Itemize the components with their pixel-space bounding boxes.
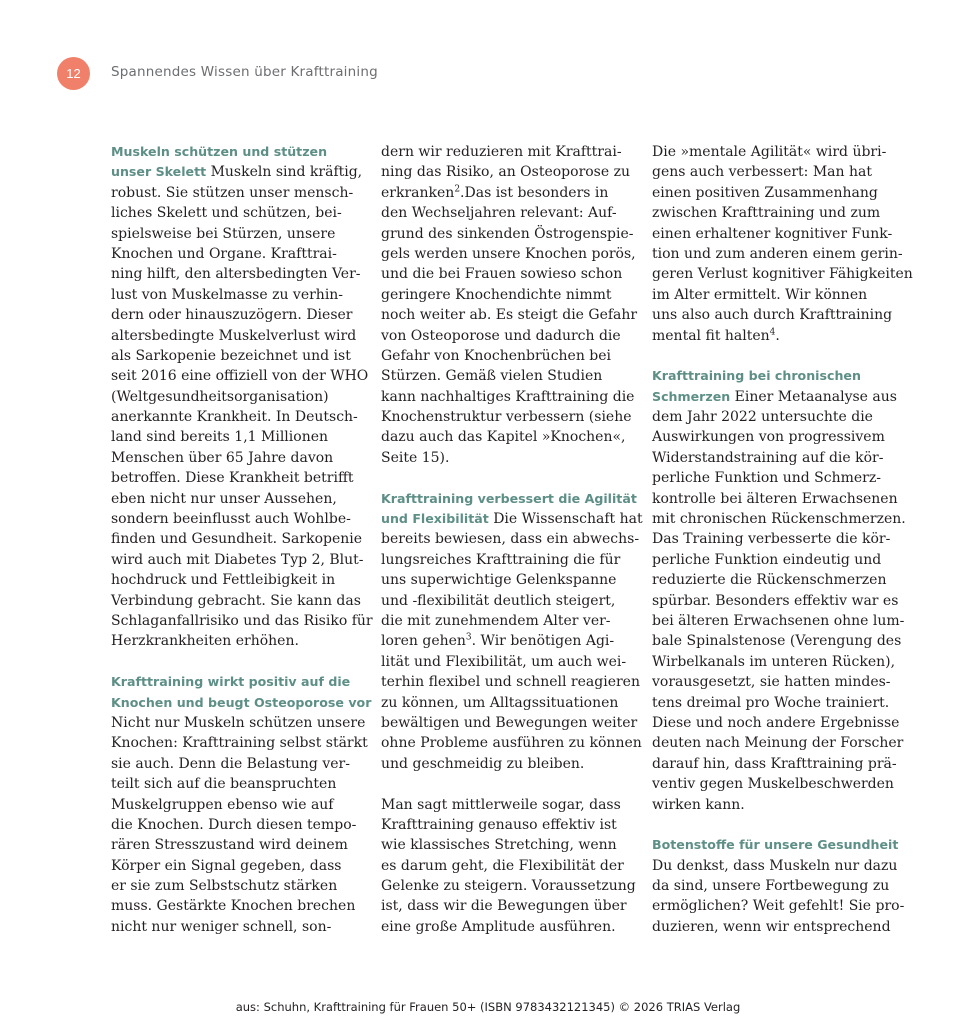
body-text: ermöglichen? Weit gefehlt! Sie pro- [652, 898, 905, 915]
body-text: und -flexibilität deutlich steigert, [381, 592, 616, 609]
body-text: spürbar. Besonders effektiv war es [652, 592, 899, 609]
text-line [381, 509, 643, 529]
body-text: sie auch. Denn die Belastung ver- [111, 755, 350, 772]
body-text: kontrolle bei älteren Erwachsenen [652, 490, 898, 507]
text-line [381, 611, 629, 631]
text-line [381, 733, 642, 753]
text-line [111, 509, 359, 529]
paragraph-gap [381, 468, 629, 488]
text-line [111, 489, 359, 509]
text-line [381, 224, 634, 244]
text-line [652, 652, 900, 672]
body-text: grund des sinkenden Östrogenspie- [381, 225, 634, 242]
text-line [381, 305, 638, 325]
body-text: einen erhaltener kognitiver Funk- [652, 225, 893, 242]
body-text: Menschen über 65 Jahre davon [111, 449, 334, 466]
text-line [111, 713, 366, 733]
text-line [652, 856, 900, 876]
text-line [111, 693, 372, 713]
body-text: Stürzen. Gemäß vielen Studien [381, 368, 603, 385]
text-line [381, 917, 629, 937]
text-line [111, 611, 373, 631]
body-text: lität und Flexibilität, um auch wei- [381, 653, 627, 670]
text-line [381, 162, 629, 182]
text-line [652, 896, 905, 916]
body-text: nicht nur weniger schnell, son- [111, 918, 332, 935]
running-title: Spannendes Wissen über Krafttraining [111, 64, 378, 80]
body-text: anerkannte Krankheit. In Deutsch- [111, 409, 358, 426]
text-line [381, 652, 629, 672]
text-line [111, 672, 359, 692]
body-text: hochdruck und Fettleibigkeit in [111, 572, 336, 589]
body-text: .Das ist besonders in [460, 184, 609, 201]
body-text: altersbedingte Muskelverlust wird [111, 327, 357, 344]
body-text: Verbindung gebracht. Sie kann das [111, 592, 361, 609]
body-text: kann nachhaltiges Krafttraining die [381, 388, 635, 405]
body-text: betroffen. Diese Krankheit betrifft [111, 470, 354, 487]
text-line [381, 815, 629, 835]
body-text: bereits bewiesen, dass ein abwechs- [381, 531, 640, 548]
body-text: ist, dass wir die Bewegungen über [381, 898, 627, 915]
body-text: geren Verlust kognitiver Fähigkeiten [652, 266, 913, 283]
body-text: Körper ein Signal gegeben, dass [111, 857, 342, 874]
text-line [381, 591, 629, 611]
text-line [652, 591, 900, 611]
text-line [381, 244, 636, 264]
body-text: Herzkrankheiten erhöhen. [111, 633, 299, 650]
body-text: noch weiter ab. Es steigt die Gefahr [381, 307, 638, 324]
body-text: mental fit halten [652, 327, 770, 344]
text-line [111, 795, 359, 815]
text-line [652, 285, 900, 305]
text-line [111, 815, 359, 835]
body-text: darauf hin, dass Krafttraining prä- [652, 755, 897, 772]
body-text: ohne Probleme ausführen zu können [381, 735, 642, 752]
text-line [652, 162, 900, 182]
body-text: gels werden unsere Knochen porös, [381, 245, 636, 262]
text-line [381, 142, 629, 162]
text-line [652, 244, 903, 264]
text-line [652, 611, 905, 631]
text-line [381, 835, 629, 855]
body-text: dern wir reduzieren mit Krafttrai- [381, 144, 622, 160]
body-text: den Wechseljahren relevant: Auf- [381, 205, 617, 222]
body-text: wirken kann. [652, 796, 745, 813]
body-text: gens auch verbessert: Man hat [652, 164, 872, 181]
section-heading: Krafttraining wirkt positiv auf die [111, 674, 351, 690]
text-line [652, 224, 900, 244]
page-number-badge [57, 57, 90, 90]
text-line [111, 244, 359, 264]
body-text: land sind bereits 1,1 Millionen [111, 429, 329, 446]
text-line [652, 795, 900, 815]
body-text: Nicht nur Muskeln schützen unsere [111, 714, 366, 731]
text-line [652, 203, 900, 223]
text-line [652, 326, 900, 346]
text-line [111, 856, 359, 876]
text-line [111, 203, 359, 223]
text-line [111, 142, 359, 162]
text-line [381, 326, 629, 346]
body-text: erkranken [381, 184, 455, 201]
body-text: finden und Gesundheit. Sarkopenie [111, 531, 363, 548]
body-text: Schlaganfallrisiko und das Risiko für [111, 612, 373, 629]
text-line [652, 489, 900, 509]
body-text: als Sarkopenie bezeichnet und ist [111, 347, 351, 364]
source-footer: aus: Schuhn, Krafttraining für Frauen 50+ (ISBN 9783432121345) © 2026 TRIAS Verlag [235, 1000, 741, 1014]
body-text: lungsreiches Krafttraining die für [381, 551, 621, 568]
body-text: geringere Knochendichte nimmt [381, 286, 612, 303]
section-heading: Botenstoffe für unsere Gesundheit [652, 837, 899, 853]
text-line [111, 570, 359, 590]
text-line [111, 366, 369, 386]
text-line [652, 835, 900, 855]
text-line [652, 264, 913, 284]
text-line [652, 733, 904, 753]
text-line [381, 407, 632, 427]
text-line [381, 672, 640, 692]
text-line [652, 693, 900, 713]
body-text: Du denkst, dass Muskeln nur dazu [652, 857, 898, 874]
text-line [381, 856, 629, 876]
body-text: lust von Muskelmasse zu verhin- [111, 286, 344, 303]
text-line [381, 448, 629, 468]
text-line [381, 285, 629, 305]
text-line [111, 162, 363, 182]
text-line [652, 366, 900, 386]
section-heading: Krafttraining bei chronischen [652, 368, 861, 384]
text-line [111, 427, 359, 447]
text-column-1 [111, 142, 373, 937]
body-text: terhin flexibel und schnell reagieren [381, 674, 640, 691]
page-number: 12 [66, 66, 81, 81]
body-text: Das Training verbesserte die kör- [652, 531, 891, 548]
body-text: (Weltgesundheitsorganisation) [111, 388, 329, 405]
body-text: Knochen und Organe. Krafttrai- [111, 245, 337, 262]
text-line [381, 570, 629, 590]
text-line [111, 264, 359, 284]
body-text: die mit zunehmendem Alter ver- [381, 612, 611, 629]
text-line [381, 387, 635, 407]
body-text: mit chronischen Rückenschmerzen. [652, 511, 906, 528]
footnote-ref: 4 [769, 326, 776, 337]
text-line [111, 346, 359, 366]
body-text: dem Jahr 2022 untersuchte die [652, 409, 873, 426]
text-line [111, 224, 359, 244]
footnote-ref: 3 [465, 632, 472, 643]
text-line [381, 631, 629, 651]
body-text: perliche Funktion und Schmerz- [652, 470, 881, 487]
text-line [652, 876, 900, 896]
text-line [111, 529, 363, 549]
text-line [381, 203, 629, 223]
body-text: Gelenke zu steigern. Voraussetzung [381, 878, 636, 895]
text-line [381, 754, 629, 774]
text-line [652, 468, 900, 488]
body-text: tion und zum anderen einem gerin- [652, 245, 903, 262]
paragraph-gap [652, 346, 900, 366]
body-text: uns also auch durch Krafttraining [652, 307, 893, 324]
body-text: duzieren, wenn wir entsprechend [652, 918, 891, 935]
body-text: Die »mentale Agilität« wird übri- [652, 144, 887, 160]
body-text: er sie zum Selbstschutz stärken [111, 878, 338, 895]
body-text: Diese und noch andere Ergebnisse [652, 714, 900, 731]
text-line [111, 326, 359, 346]
section-heading: Krafttraining verbessert die Agilität [381, 490, 637, 506]
text-line [381, 896, 629, 916]
text-line [652, 917, 900, 937]
text-line [652, 713, 900, 733]
body-text: wie klassisches Stretching, wenn [381, 837, 617, 854]
text-line [652, 529, 900, 549]
text-line [111, 631, 359, 651]
footnote-ref: 2 [454, 184, 461, 195]
body-text: einen positiven Zusammenhang [652, 184, 878, 201]
text-line [111, 754, 359, 774]
body-text: wird auch mit Diabetes Typ 2, Blut- [111, 551, 364, 568]
body-text: Muskeln sind kräftig, [206, 164, 363, 181]
body-text: tens dreimal pro Woche trainiert. [652, 694, 890, 711]
body-text: sondern beeinflusst auch Wohlbe- [111, 511, 351, 528]
text-line [652, 183, 900, 203]
body-text: Gefahr von Knochenbrüchen bei [381, 347, 612, 364]
paragraph-gap [652, 815, 900, 835]
paragraph-gap [381, 774, 629, 794]
text-line [652, 509, 906, 529]
body-text: seit 2016 eine offiziell von der WHO [111, 368, 369, 385]
body-text: Seite 15). [381, 449, 450, 466]
section-heading: unser Skelett [111, 164, 207, 180]
body-text: und die bei Frauen sowieso schon [381, 266, 623, 283]
text-line [381, 529, 640, 549]
body-text: deuten nach Meinung der Forscher [652, 735, 904, 752]
body-text: reduzierte die Rückenschmerzen [652, 572, 887, 589]
text-line [652, 387, 900, 407]
text-line [652, 631, 900, 651]
body-text: ning das Risiko, an Osteoporose zu [381, 164, 630, 181]
text-line [111, 468, 359, 488]
section-heading: und Flexibilität [381, 511, 489, 527]
body-text: . Wir benötigen Agi- [471, 633, 615, 650]
body-text: perliche Funktion eindeutig und [652, 551, 882, 568]
body-text: Muskelgruppen ebenso wie auf [111, 796, 334, 813]
text-line [111, 387, 359, 407]
text-line [381, 489, 637, 509]
text-line [111, 407, 359, 427]
body-text: Knochen: Krafttraining selbst stärkt [111, 735, 368, 752]
text-line [381, 346, 629, 366]
body-text: uns superwichtige Gelenkspanne [381, 572, 617, 589]
body-text: Die Wissenschaft hat [488, 511, 643, 528]
body-text: Knochenstruktur verbessern (siehe [381, 409, 632, 426]
section-heading: Knochen und beugt Osteoporose vor [111, 694, 372, 710]
text-line [111, 448, 359, 468]
text-line [111, 550, 364, 570]
text-line [652, 427, 900, 447]
text-line [652, 142, 900, 162]
body-text: teilt sich auf die beanspruchten [111, 776, 337, 793]
body-text: da sind, unsere Fortbewegung zu [652, 878, 890, 895]
body-text: zwischen Krafttraining und zum [652, 205, 881, 222]
body-text: Wirbelkanals im unteren Rücken), [652, 653, 896, 670]
text-line [111, 591, 359, 611]
body-text: robust. Sie stützen unser mensch- [111, 184, 354, 201]
text-line [111, 774, 359, 794]
text-line [111, 183, 359, 203]
body-text: spielsweise bei Stürzen, unsere [111, 225, 336, 242]
body-text: Einer Metaanalyse aus [730, 388, 897, 405]
text-line [111, 896, 359, 916]
text-line [111, 305, 359, 325]
text-line [652, 754, 900, 774]
text-line [111, 285, 359, 305]
body-text: bale Spinalstenose (Verengung des [652, 633, 902, 650]
text-column-3 [652, 142, 913, 937]
text-line [381, 876, 636, 896]
text-line [381, 713, 638, 733]
body-text: und geschmeidig zu bleiben. [381, 755, 585, 772]
body-text: Krafttraining genauso effektiv ist [381, 816, 617, 833]
body-text: die Knochen. Durch diesen tempo- [111, 816, 357, 833]
body-text: bei älteren Erwachsenen ohne lum- [652, 612, 905, 629]
body-text: . [775, 327, 780, 344]
text-line [652, 774, 900, 794]
section-heading: Schmerzen [652, 388, 731, 404]
text-column-2 [381, 142, 643, 937]
text-line [652, 407, 900, 427]
text-line [111, 835, 359, 855]
body-text: dern oder hinauszuzögern. Dieser [111, 307, 353, 324]
text-line [652, 672, 900, 692]
text-line [652, 305, 900, 325]
body-text: eben nicht nur unser Aussehen, [111, 490, 337, 507]
body-text: Auswirkungen von progressivem [652, 429, 885, 446]
text-line [381, 183, 629, 203]
body-text: Man sagt mittlerweile sogar, dass [381, 796, 621, 813]
body-text: zu können, um Alltagssituationen [381, 694, 619, 711]
text-line [381, 550, 629, 570]
text-line [111, 733, 368, 753]
body-text: vorausgesetzt, sie hatten mindes- [652, 674, 891, 691]
text-line [381, 264, 629, 284]
body-text: eine große Amplitude ausführen. [381, 918, 616, 935]
body-text: muss. Gestärkte Knochen brechen [111, 898, 356, 915]
body-text: bewältigen und Bewegungen weiter [381, 714, 638, 731]
text-line [111, 917, 359, 937]
body-text: dazu auch das Kapitel »Knochen«, [381, 429, 626, 446]
body-text: ning hilft, den altersbedingten Ver- [111, 266, 361, 283]
text-line [652, 570, 900, 590]
section-heading: Muskeln schützen und stützen [111, 144, 328, 159]
text-line [381, 795, 629, 815]
text-line [381, 366, 629, 386]
paragraph-gap [111, 652, 359, 672]
text-line [652, 550, 900, 570]
body-text: Widerstandstraining auf die kör- [652, 449, 884, 466]
body-text: es darum geht, die Flexibilität der [381, 857, 624, 874]
body-text: von Osteoporose und dadurch die [381, 327, 621, 344]
text-line [381, 427, 629, 447]
body-text: loren gehen [381, 633, 466, 650]
text-line [111, 876, 359, 896]
body-text: ventiv gegen Muskelbeschwerden [652, 776, 894, 793]
body-text: rären Stresszustand wird deinem [111, 837, 348, 854]
text-line [381, 693, 629, 713]
text-line [652, 448, 900, 468]
body-text: im Alter ermittelt. Wir können [652, 286, 868, 303]
body-text: liches Skelett und schützen, bei- [111, 205, 342, 222]
